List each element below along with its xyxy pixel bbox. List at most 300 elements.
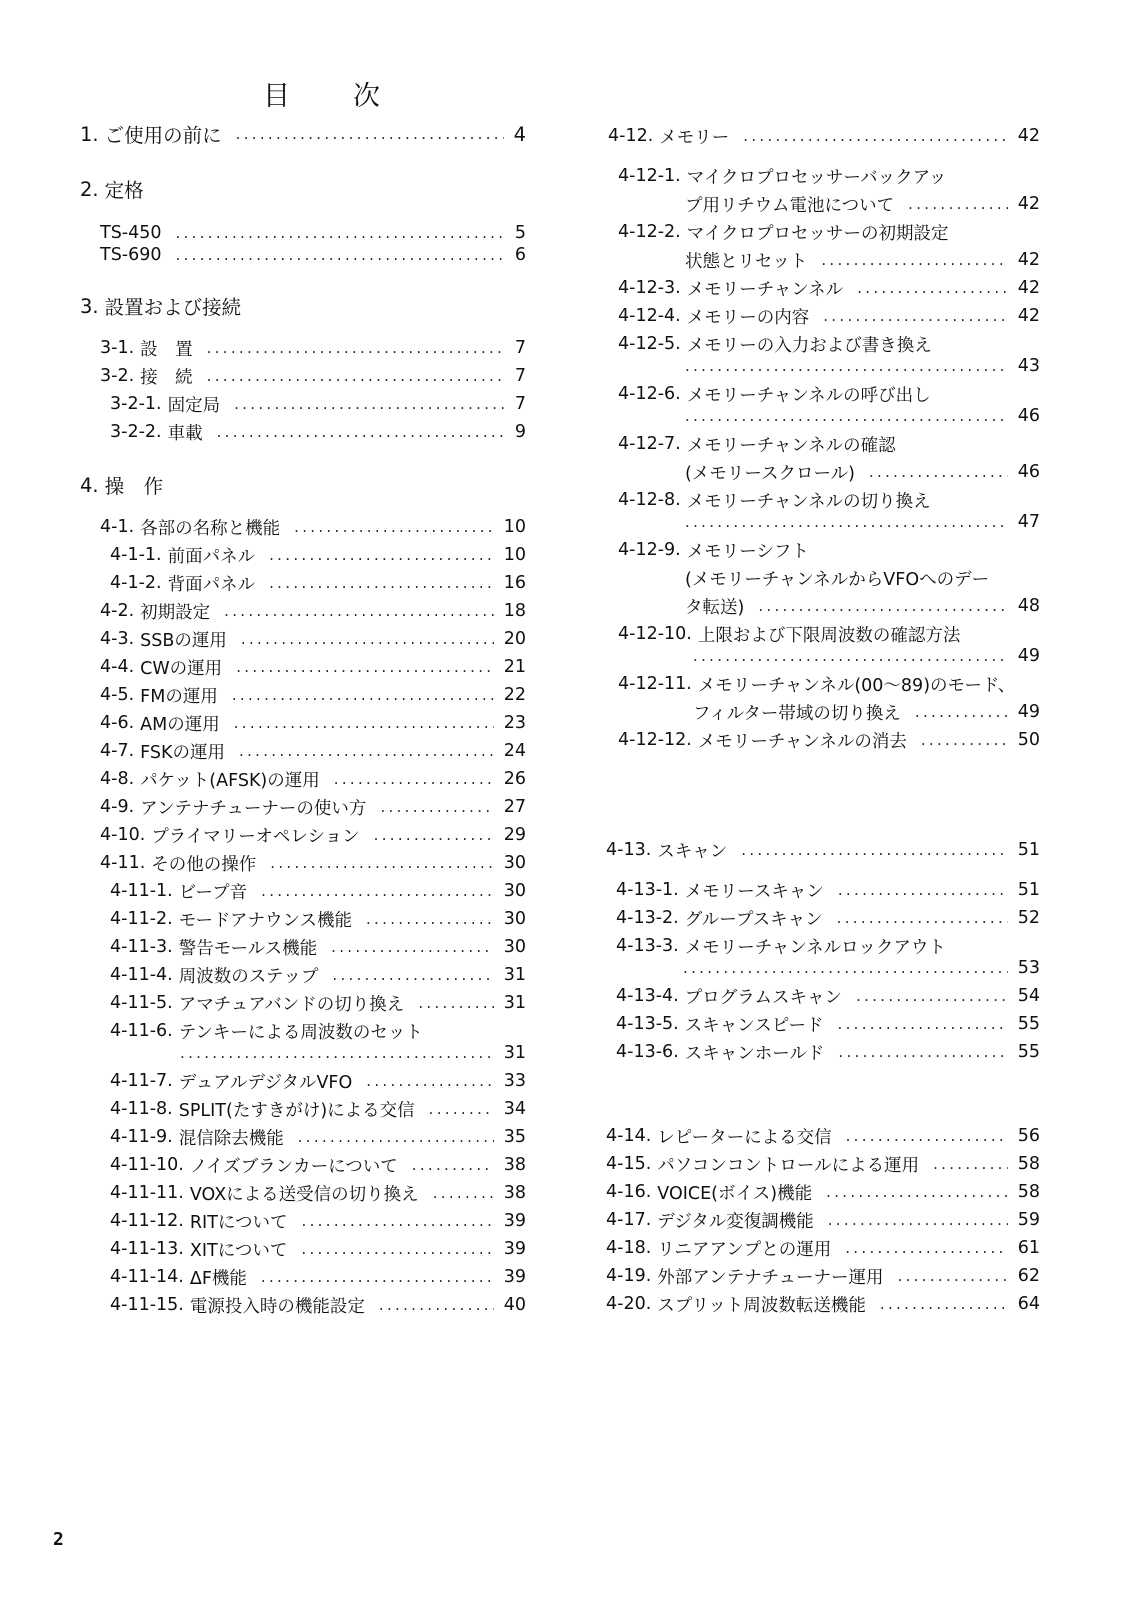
toc-entry (606, 1124, 1040, 1148)
toc-entry (618, 332, 1040, 356)
toc-entry (100, 739, 526, 763)
toc-entry-label: メモリーチャンネルの切り換え (686, 491, 931, 512)
dot-leader (334, 770, 494, 788)
toc-entry-label: 各部の名称と機能 (140, 518, 281, 539)
dot-leader (331, 938, 494, 956)
toc-entry-number: 3-2. (100, 366, 135, 386)
toc-entry-number: 4-6. (100, 713, 135, 733)
toc-entry-number: 4-13-2. (616, 908, 679, 928)
dot-leader (294, 518, 494, 536)
dot-leader (933, 1155, 1008, 1173)
toc-entry-number: 4-12-9. (618, 540, 681, 560)
dot-leader (176, 246, 505, 264)
toc-entry (110, 571, 526, 595)
toc-entry-label: VOXによる送受信の切り換え (189, 1184, 419, 1205)
toc-entry (110, 1209, 526, 1233)
toc-entry-page: 42 (1017, 194, 1040, 214)
toc-entry-number: 4-13-5. (616, 1014, 679, 1034)
toc-entry-label: ΔF機能 (189, 1268, 247, 1289)
toc-entry (180, 1041, 526, 1065)
dot-leader (239, 742, 494, 760)
toc-entry-number: 4-13-3. (616, 936, 679, 956)
toc-entry (100, 851, 526, 875)
toc-entry-number: 4-20. (606, 1294, 652, 1314)
toc-entry-page: 23 (503, 713, 526, 733)
toc-entry-number: 4-8. (100, 769, 135, 789)
toc-entry (110, 935, 526, 959)
dot-leader (236, 658, 494, 676)
toc-entry-page: 30 (503, 909, 526, 929)
toc-entry-label: スキャンホールド (684, 1043, 825, 1064)
toc-entry-label: 操 作 (104, 475, 164, 498)
dot-leader (412, 1156, 494, 1174)
toc-entry (606, 1292, 1040, 1316)
toc-entry (80, 122, 526, 146)
toc-entry-page: 43 (1017, 356, 1040, 376)
toc-entry-number: 3-2-1. (110, 394, 162, 414)
toc-entry-number: 4-11-12. (110, 1211, 184, 1231)
toc-entry (618, 276, 1040, 300)
toc-entry (110, 1153, 526, 1177)
dot-leader (176, 224, 505, 242)
toc-entry-page: 6 (514, 245, 526, 265)
toc-entry-label: FSKの運用 (140, 742, 225, 763)
toc-entry-page: 50 (1017, 730, 1040, 750)
toc-entry (100, 627, 526, 651)
toc-entry-label: テンキーによる周波数のセット (178, 1022, 423, 1043)
dot-leader (845, 1239, 1007, 1257)
toc-entry-number: 4-11-13. (110, 1239, 184, 1259)
toc-entry-number: 4-15. (606, 1154, 652, 1174)
toc-entry (685, 510, 1040, 534)
dot-leader (908, 195, 1008, 213)
toc-entry-label: フィルター帯域の切り換え (693, 703, 901, 724)
dot-leader (821, 251, 1007, 269)
toc-entry-number: 4-19. (606, 1266, 652, 1286)
toc-entry (606, 1236, 1040, 1260)
toc-entry-number: 4-1. (100, 517, 135, 537)
dot-leader (374, 826, 494, 844)
dot-leader (857, 279, 1008, 297)
toc-entry-page: 16 (503, 573, 526, 593)
toc-entry (618, 304, 1040, 328)
toc-entry (608, 124, 1040, 148)
toc-entry-page: 7 (514, 366, 526, 386)
toc-entry-label: メモリー (659, 127, 730, 148)
toc-entry (110, 1097, 526, 1121)
dot-leader (846, 1127, 1008, 1145)
toc-entry-label: メモリーチャンネルロックアウト (684, 937, 946, 958)
toc-entry-page: 4 (513, 122, 526, 146)
toc-entry-page: 48 (1017, 596, 1040, 616)
toc-entry-number: 4-11-3. (110, 937, 173, 957)
toc-entry-label: メモリーチャンネル (686, 279, 844, 300)
toc-entry (685, 248, 1040, 272)
toc-entry (100, 599, 526, 623)
dot-leader (332, 966, 493, 984)
dot-leader (180, 1044, 494, 1062)
toc-entry-page: 42 (1017, 126, 1040, 146)
toc-entry (618, 220, 1040, 244)
dot-leader (869, 463, 1008, 481)
toc-entry-number: 4. (80, 473, 99, 497)
toc-entry-number: 4-7. (100, 741, 135, 761)
toc-entry-page: 64 (1017, 1294, 1040, 1314)
toc-entry (100, 823, 526, 847)
toc-entry-number: 4-1-2. (110, 573, 162, 593)
toc-entry (100, 711, 526, 735)
dot-leader (915, 703, 1008, 721)
toc-entry (616, 906, 1040, 930)
toc-entry-label: メモリーチャンネルの消去 (697, 731, 907, 752)
toc-entry-page: 38 (503, 1183, 526, 1203)
toc-entry-number: TS-450 (100, 223, 162, 243)
toc-entry-number: 4-12-7. (618, 434, 681, 454)
toc-entry-label: メモリーチャンネル(00〜89)のモード、 (697, 675, 1016, 696)
toc-entry-number: 4-12-5. (618, 334, 681, 354)
toc-entry-page: 10 (503, 545, 526, 565)
toc-entry-page: 31 (503, 1043, 526, 1063)
toc-entry-page: 29 (503, 825, 526, 845)
toc-entry-number: 4-10. (100, 825, 146, 845)
toc-entry-label: ノイズブランカーについて (189, 1156, 398, 1177)
toc-entry-label: SSBの運用 (140, 630, 227, 651)
dot-leader (856, 987, 1008, 1005)
toc-entry-label: メモリーの入力および書き換え (686, 335, 932, 356)
toc-entry-label: 車載 (167, 423, 203, 444)
dot-leader (241, 630, 494, 648)
toc-entry (100, 336, 526, 360)
dot-leader (685, 407, 1008, 425)
dot-leader (207, 339, 505, 357)
toc-entry-label: 状態とリセット (685, 251, 808, 272)
toc-entry (683, 956, 1040, 980)
toc-entry-label: 周波数のステップ (178, 966, 319, 987)
dot-leader (234, 714, 494, 732)
toc-entry (618, 382, 1040, 406)
toc-entry-number: 4-13. (606, 840, 652, 860)
dot-leader (379, 1296, 494, 1314)
toc-entry (110, 907, 526, 931)
toc-entry-page: 30 (503, 937, 526, 957)
toc-entry-label: 固定局 (167, 395, 221, 416)
toc-entry-label: プログラムスキャン (684, 987, 843, 1008)
toc-entry-page: 31 (503, 965, 526, 985)
toc-entry (110, 420, 526, 444)
toc-entry-page: 5 (514, 223, 526, 243)
toc-entry (110, 1293, 526, 1317)
toc-entry-number: 4-12-8. (618, 490, 681, 510)
toc-entry-label: (メモリーチャンネルからVFOへのデー (685, 569, 990, 590)
dot-leader (880, 1295, 1008, 1313)
toc-entry-number: 4-11-5. (110, 993, 173, 1013)
toc-entry-label: メモリーの内容 (686, 307, 810, 328)
toc-entry (110, 392, 526, 416)
dot-leader (823, 307, 1007, 325)
toc-entry-page: 51 (1017, 840, 1040, 860)
toc-entry (618, 164, 1040, 188)
dot-leader (366, 1072, 493, 1090)
toc-entry (616, 1040, 1040, 1064)
dot-leader (898, 1267, 1008, 1285)
toc-entry-label: XITについて (189, 1240, 288, 1261)
dot-leader (741, 841, 1007, 859)
toc-entry-label: グループスキャン (684, 909, 823, 930)
toc-entry-page: 46 (1017, 462, 1040, 482)
toc-entry-number: 4-9. (100, 797, 135, 817)
dot-leader (685, 513, 1008, 531)
toc-entry-page: 10 (503, 517, 526, 537)
toc-entry-page: 61 (1017, 1238, 1040, 1258)
toc-entry (100, 767, 526, 791)
toc-entry-label: プ用リチウム電池について (685, 195, 895, 216)
toc-entry-label: その他の操作 (151, 854, 257, 875)
toc-entry-number: 4-11. (100, 853, 146, 873)
toc-entry-number: 4-12-12. (618, 730, 692, 750)
toc-entry (110, 1181, 526, 1205)
toc-entry-page: 53 (1017, 958, 1040, 978)
toc-entry-page: 30 (503, 853, 526, 873)
toc-entry-number: 4-4. (100, 657, 135, 677)
toc-entry-number: 2. (80, 177, 99, 201)
toc-entry (110, 879, 526, 903)
toc-entry (618, 432, 1040, 456)
dot-leader (758, 597, 1007, 615)
toc-entry-label: メモリーチャンネルの呼び出し (686, 385, 931, 406)
toc-entry-number: 4-11-15. (110, 1295, 184, 1315)
toc-entry-label: マイクロプロセッサーバックアッ (686, 167, 947, 188)
toc-entry-label: プライマリーオペレション (151, 826, 360, 847)
dot-leader (261, 882, 494, 900)
toc-entry (100, 683, 526, 707)
toc-entry (616, 1012, 1040, 1036)
toc-entry-label: パソコンコントロールによる運用 (657, 1155, 920, 1176)
page-number: 2 (53, 1529, 64, 1550)
toc-entry-page: 58 (1017, 1182, 1040, 1202)
toc-entry-number: 4-11-6. (110, 1021, 173, 1041)
toc-entry-number: 4-11-7. (110, 1071, 173, 1091)
toc-entry (110, 1069, 526, 1093)
toc-entry-label: AMの運用 (140, 714, 220, 735)
dot-leader (693, 647, 1008, 665)
toc-entry-page: 39 (503, 1267, 526, 1287)
dot-leader (433, 1184, 494, 1202)
toc-entry-label: FMの運用 (140, 686, 218, 707)
toc-entry-number: 4-11-2. (110, 909, 173, 929)
dot-leader (921, 731, 1008, 749)
dot-leader (224, 602, 494, 620)
toc-entry-label: メモリースキャン (684, 881, 824, 902)
dot-leader (302, 1212, 494, 1230)
toc-entry (685, 594, 1040, 618)
toc-entry-label: 混信除去機能 (178, 1128, 284, 1149)
toc-entry-page: 30 (503, 881, 526, 901)
toc-entry-number: 4-17. (606, 1210, 652, 1230)
toc-entry-number: 4-5. (100, 685, 135, 705)
toc-entry-label: リニアアンプとの運用 (657, 1239, 832, 1260)
toc-entry-page: 18 (503, 601, 526, 621)
toc-entry (80, 177, 526, 201)
toc-entry-page: 33 (503, 1071, 526, 1091)
toc-entry-number: 4-11-11. (110, 1183, 184, 1203)
toc-entry-number: 4-12-4. (618, 306, 681, 326)
toc-entry (616, 934, 1040, 958)
toc-entry (606, 1152, 1040, 1176)
toc-entry (110, 1265, 526, 1289)
toc-entry-page: 52 (1017, 908, 1040, 928)
toc-entry (685, 566, 1040, 590)
toc-entry-label: デジタル変復調機能 (657, 1211, 814, 1232)
toc-entry-number: 4-12-6. (618, 384, 681, 404)
toc-entry (618, 672, 1040, 696)
toc-entry (685, 354, 1040, 378)
toc-entry-page: 9 (514, 422, 526, 442)
toc-entry-number: 4-11-9. (110, 1127, 173, 1147)
toc-entry (606, 1180, 1040, 1204)
toc-entry (110, 543, 526, 567)
toc-entry-label: 接 続 (140, 367, 193, 388)
toc-entry-page: 20 (503, 629, 526, 649)
toc-entry-page: 40 (503, 1295, 526, 1315)
toc-entry (685, 460, 1040, 484)
dot-leader (683, 959, 1008, 977)
toc-entry (110, 991, 526, 1015)
toc-entry-label: アマチュアバンドの切り換え (178, 994, 405, 1015)
toc-entry (110, 1125, 526, 1149)
toc-entry (100, 221, 526, 245)
toc-entry-number: 3. (80, 294, 99, 318)
toc-entry-label: タ転送) (685, 597, 745, 618)
toc-entry (693, 644, 1040, 668)
toc-entry-label: 背面パネル (167, 574, 256, 595)
toc-entry-label: マイクロプロセッサーの初期設定 (686, 223, 949, 244)
toc-entry (606, 838, 1040, 862)
dot-leader (366, 910, 494, 928)
toc-entry-label: デュアルデジタルVFO (178, 1072, 353, 1093)
toc-entry-number: 4-13-6. (616, 1042, 679, 1062)
dot-leader (685, 357, 1008, 375)
toc-entry (616, 984, 1040, 1008)
toc-entry-number: 4-16. (606, 1182, 652, 1202)
page-title: 目 次 (263, 81, 398, 112)
toc-entry (100, 364, 526, 388)
dot-leader (236, 125, 504, 143)
toc-entry-label: スキャン (657, 841, 728, 862)
toc-entry-number: 4-18. (606, 1238, 652, 1258)
toc-entry-label: レピーターによる交信 (657, 1127, 832, 1148)
toc-entry (606, 1208, 1040, 1232)
toc-entry-page: 56 (1017, 1126, 1040, 1146)
toc-entry (618, 728, 1040, 752)
toc-entry-page: 21 (503, 657, 526, 677)
toc-entry-label: アンテナチューナーの使い方 (140, 798, 367, 819)
toc-entry-page: 39 (503, 1239, 526, 1259)
toc-entry-page: 7 (514, 338, 526, 358)
toc-entry-label: スプリット周波数転送機能 (657, 1295, 866, 1316)
dot-leader (234, 395, 505, 413)
toc-entry-page: 55 (1017, 1042, 1040, 1062)
toc-entry (606, 1264, 1040, 1288)
dot-leader (269, 574, 494, 592)
toc-entry-page: 35 (503, 1127, 526, 1147)
toc-entry-label: 電源投入時の機能設定 (189, 1296, 365, 1317)
toc-entry (100, 515, 526, 539)
toc-entry-number: 4-12. (608, 126, 654, 146)
dot-leader (743, 127, 1007, 145)
toc-entry-label: 警告モールス機能 (178, 938, 318, 959)
toc-entry-page: 46 (1017, 406, 1040, 426)
dot-leader (301, 1240, 493, 1258)
toc-entry-page: 49 (1017, 702, 1040, 722)
toc-entry-label: 前面パネル (167, 546, 256, 567)
toc-entry-label: RITについて (189, 1212, 288, 1233)
toc-entry-page: 34 (503, 1099, 526, 1119)
toc-entry-number: 4-2. (100, 601, 135, 621)
toc-entry-number: 4-11-4. (110, 965, 173, 985)
toc-entry-label: SPLIT(たすきがけ)による交信 (178, 1100, 415, 1121)
dot-leader (837, 909, 1008, 927)
toc-entry (110, 1019, 526, 1043)
toc-entry-page: 59 (1017, 1210, 1040, 1230)
toc-entry-number: 4-11-8. (110, 1099, 173, 1119)
toc-entry-label: VOICE(ボイス)機能 (657, 1183, 813, 1204)
dot-leader (261, 1268, 494, 1286)
toc-entry-page: 49 (1017, 646, 1040, 666)
toc-entry-page: 22 (503, 685, 526, 705)
toc-entry-label: 外部アンテナチューナー運用 (657, 1267, 884, 1288)
toc-entry-page: 27 (503, 797, 526, 817)
toc-entry-number: 4-12-2. (618, 222, 681, 242)
toc-entry (110, 963, 526, 987)
toc-entry-number: 4-13-1. (616, 880, 679, 900)
toc-entry-label: メモリーチャンネルの確認 (686, 435, 896, 456)
toc-entry-page: 24 (503, 741, 526, 761)
dot-leader (298, 1128, 494, 1146)
dot-leader (838, 1015, 1008, 1033)
dot-leader (838, 881, 1008, 899)
toc-entry-number: 4-12-11. (618, 674, 692, 694)
toc-entry-number: 1. (80, 122, 99, 146)
dot-leader (828, 1211, 1008, 1229)
dot-leader (270, 854, 493, 872)
toc-entry-page: 7 (514, 394, 526, 414)
toc-entry-page: 42 (1017, 278, 1040, 298)
dot-leader (838, 1043, 1007, 1061)
dot-leader (217, 423, 505, 441)
toc-entry-number: 4-11-10. (110, 1155, 184, 1175)
toc-entry-label: 定格 (104, 179, 144, 202)
toc-entry-label: ビープ音 (178, 882, 248, 903)
toc-entry-page: 39 (503, 1211, 526, 1231)
toc-entry-number: 4-1-1. (110, 545, 162, 565)
toc-entry-page: 31 (503, 993, 526, 1013)
toc-entry-label: メモリーシフト (686, 541, 809, 562)
toc-entry-label: スキャンスピード (684, 1015, 824, 1036)
dot-leader (826, 1183, 1008, 1201)
toc-entry-label: 設 置 (140, 339, 193, 360)
toc-entry (80, 473, 526, 497)
toc-entry-number: 3-1. (100, 338, 135, 358)
dot-leader (429, 1100, 494, 1118)
toc-entry-number: 4-14. (606, 1126, 652, 1146)
toc-entry (100, 243, 526, 267)
toc-entry-label: 設置および接続 (104, 296, 242, 319)
dot-leader (418, 994, 493, 1012)
toc-entry (80, 294, 526, 318)
toc-entry-number: 3-2-2. (110, 422, 162, 442)
toc-entry-label: モードアナウンス機能 (178, 910, 352, 931)
toc-entry (618, 488, 1040, 512)
